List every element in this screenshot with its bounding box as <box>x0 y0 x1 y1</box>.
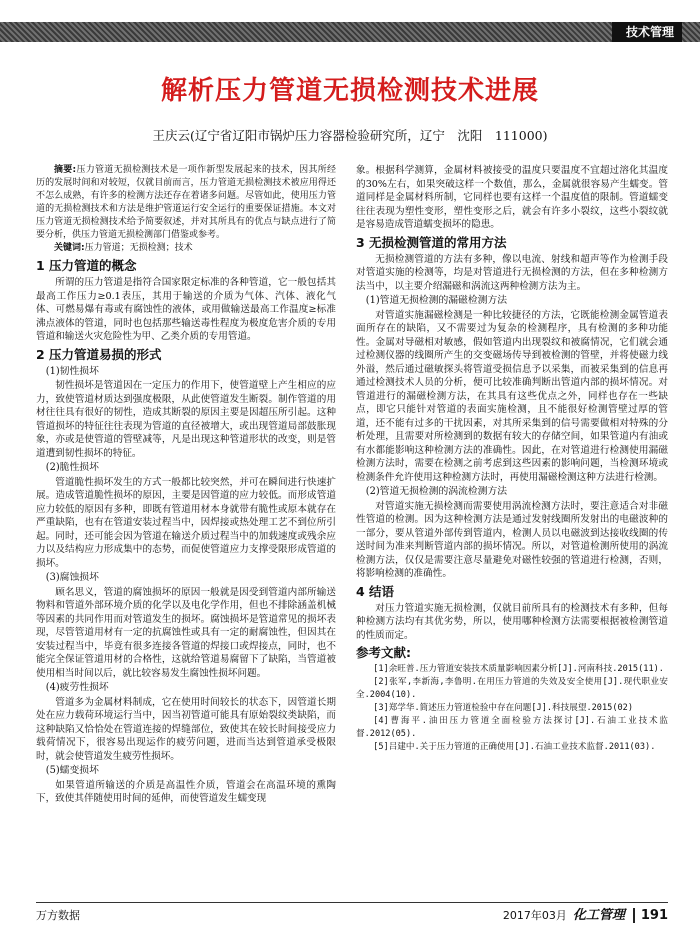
keywords-text: 压力管道；无损检测；技术 <box>84 243 193 253</box>
footer-info <box>503 904 668 923</box>
subsection-heading: (1)管道无损检测的漏磁检测方法 <box>365 295 508 306</box>
article-title: 解析压力管道无损检测技术进展 <box>160 76 539 106</box>
keywords-label: 关键词: <box>54 243 85 253</box>
subsection-heading: (5)蠕变损坏 <box>45 765 99 776</box>
issue-date: 2017年03月 <box>502 909 567 922</box>
subsection-heading: (4)疲劳性损坏 <box>45 682 109 693</box>
paragraph: 顾名思义，管道的腐蚀损坏的原因一般就是因受到管道内部所输送物料和管道外部环境介质的化学以及电化学作用，但也不排除涵盖机械等因素的共同作用而对管道发生的损坏。腐蚀损坏是管道常见的损坏表现，尽管管道用材有一定的抗腐蚀性或具有一定的耐腐蚀性，但因其在安装过程当中，毕竟有很多连接各管道的焊接口或焊接点，同时，也不能完全保证管道用材的合格性，这就给管道易腐留下了缺陷，当管道被使用相当时间以后，就比较容易发生腐蚀性损坏问题。 <box>36 586 336 679</box>
abstract <box>36 164 336 242</box>
reference-item: [3]郑学华.简述压力管道检验中存在问题[J].科技展望.2015(02) <box>373 703 634 713</box>
section-heading-4: 4 结语 <box>356 583 395 599</box>
reference-item: [5]吕建中.关于压力管道的正确使用[J].石油工业技术监督.2011(03). <box>373 742 656 752</box>
right-column <box>356 164 668 754</box>
paragraph: 所谓的压力管道是指符合国家限定标准的各种管道，它一般包括其最高工作压力≥0.1表压，其用于输送的介质为气体、汽体、液化气体、可燃易爆有毒或有腐蚀性的液体，或用做输送最高工作温度≥标准沸点液体的管道，同时也包括那些输送毒性程度为极度危害介质的专用管道和输送火灾危险性为甲、乙类介质的专用管道。 <box>36 277 336 342</box>
left-column <box>36 164 336 806</box>
header-band <box>0 22 700 42</box>
paragraph: 无损检测管道的方法有多种，像以电流、射线和超声等作为检测手段对管道实施的检测等，均是对管道进行无损检测的方法，但在多种检测方法当中，以主要介绍漏磁和涡流这两种检测方法为主。 <box>356 253 668 292</box>
paragraph: 对管道实施漏磁检测是一种比较捷径的方法，它既能检测金属管道表面所存在的缺陷，又不需要过为复杂的检测程序，具有检测的多种功能性。金属对导磁相对敏感，假如管道内出现裂纹和被腐情况，它们就会通过检测仪器的线圈所产生的交变磁场传导到被检测的管壁，并将使磁力线外溢，然后通过磁敏探头将管道受损信息予以采集，而被采集到的信息再通过检测技术人员的分析，便可比较准确判断出管道内部的损坏情况。对管道进行的漏磁检测方法，在其具有这些优点之外，同样也存在一些缺点，即它只能针对管道的表面实施检测，且不能很好检测管壁过厚的管道，还不能有过多的干扰因素，对其所采集到的信号需要做相对特殊的分析处理，且需要对所检测到的数据有较大的存储空间，如果管道内有油或有水都能影响这种检测方法的准确性。因此，在对管道进行检测使用漏磁检测方法时，需要在检测之前考虑到这些因素的影响问题，当检测环境或检测条件允许使用这种检测方法时，再使用漏磁检测这种方法进行检测。 <box>356 309 668 483</box>
paragraph: 如果管道所输送的介质是高温性介质，管道会在高温环境的熏陶下，致使其伴随使用时间的延伸，而使管道发生蠕变现 <box>36 779 336 804</box>
author-affiliation: 王庆云(辽宁省辽阳市锅炉压力容器检验研究所，辽宁 沈阳 111000) <box>152 128 548 143</box>
journal-name: 化工管理 <box>572 908 625 923</box>
subsection-heading: (2)脆性损坏 <box>45 462 99 473</box>
paragraph: 管道多为金属材料制成，它在使用时间较长的状态下，因管道长期处在应力载荷环境运行当中，因当初管道可能具有原始裂纹类缺陷，而这种缺陷又恰恰处在管道连接的焊缝部位，致使其在较长时间接受应力载荷情况下，很容易出现运作的疲劳问题，进而当达到管道承受极限时，就会使管道发生疲劳性损坏。 <box>36 696 336 762</box>
paragraph: 象。根据科学测算，金属材料被接受的温度只要温度不宜超过溶化其温度的30%左右，如果突破这样一个数值，那么，金属就很容易产生蠕变。管道同样是金属材料所制，它同样也要有这样一个温度值的限制。管道蠕变往往表现为塑性变形，塑性变形之后，就会有许多小裂纹，这些小裂纹就是容易造成管道蠕变损坏的隐患。 <box>356 165 668 230</box>
paragraph: 韧性损坏是管道因在一定压力的作用下，使管道壁上产生相应的应力，致使管道材质达到强度极限，从此使管道发生断裂。制作管道的用材往往具有很好的韧性，造成其断裂的原因主要是因超压所引起。这种管道损坏的特征往往表现为管道的直径被增大，或出现管道局部鼓胀现象，亦或是使管道的管壁减等，凡是出现这种管道形状的改变，则是管道遭到韧性损坏的特征。 <box>36 380 336 459</box>
paragraph: 对压力管道实施无损检测，仅就目前所具有的检测技术有多种，但每种检测方法均有其优劣势，所以，使用哪种检测方法需要根据被检测管道的性质而定。 <box>356 602 668 641</box>
section-heading-3: 3 无损检测管道的常用方法 <box>356 234 507 250</box>
reference-item: [4]曹海平.油田压力管道全面检验方法探讨[J].石油工业技术监督.2012(05). <box>356 716 668 739</box>
subsection-heading: (2)管道无损检测的涡流检测方法 <box>365 486 508 497</box>
reference-list <box>356 663 668 754</box>
section-label: 技术管理 <box>612 22 682 42</box>
footer-rule <box>36 902 668 903</box>
keywords <box>36 242 336 255</box>
footer-source: 万方数据 <box>36 909 80 922</box>
reference-item: [2]张军,李新海,李鲁明.在用压力管道的失效及安全使用[J].现代职业安全.2004(10). <box>356 677 668 700</box>
paragraph: 对管道实施无损检测而需要使用涡流检测方法时，要注意适合对非磁性管道的检测。因为这种检测方法是通过发射线圈所发射出的电磁波种的一部分，要从管道外部传到管道内，检测人员以电磁波到达接收线圈的传送时间为准来判断管道内部的损坏情况。所以，对管道检测所使用的涡流检测方法，仅仅是需要注意尽量避免对磁性较强的管道进行检测，否则，将影响检测的准确性。 <box>356 500 668 579</box>
references-heading: 参考文献: <box>356 645 411 660</box>
abstract-text: 压力管道无损检测技术是一项作新型发展起来的技术，因其所经历的发展时间和对较短，仅就目前而言，压力管道无损检测技术被应用得还不怎么成熟，有许多的检测方法还存在着诸多问题。尽管如此，使用压力管道的无损检测技术和方法是维护管道运行安全运行的重要保证措施。本文对压力管道无损检测技术给予简要叙述，并对其所具有的优点与缺点进行了简要分析，供压力管道无损检测部门借鉴或参考。 <box>36 165 336 240</box>
reference-item: [1]余旺普.压力管道安装技术质量影响因素分析[J].河南科技.2015(11). <box>373 664 664 674</box>
section-heading-1: 1 压力管道的概念 <box>36 258 137 273</box>
paragraph: 管道脆性损坏发生的方式一般都比较突然，并可在瞬间进行快速扩展。造成管道脆性损坏的原因，主要是因管道的应力较低。而形成管道应力较低的原因有多种，即既有管道用材本身就带有脆性或原本就存在严重缺陷，也有在管道安装过程当中，因焊接或热处理工艺不到位所引起。同时，还可能会因为管道在输送介质过程当中的加载速度或残余应力以及结构应力形成集中的态势，而促使管道应力支撑受限形成管道的损坏。 <box>36 476 336 569</box>
subsection-heading: (3)腐蚀损坏 <box>45 572 99 583</box>
section-heading-2: 2 压力管道易损的形式 <box>36 346 162 362</box>
subsection-heading: (1)韧性损坏 <box>45 365 99 377</box>
page-number: 191 <box>633 908 668 923</box>
abstract-label: 摘要: <box>54 165 77 175</box>
